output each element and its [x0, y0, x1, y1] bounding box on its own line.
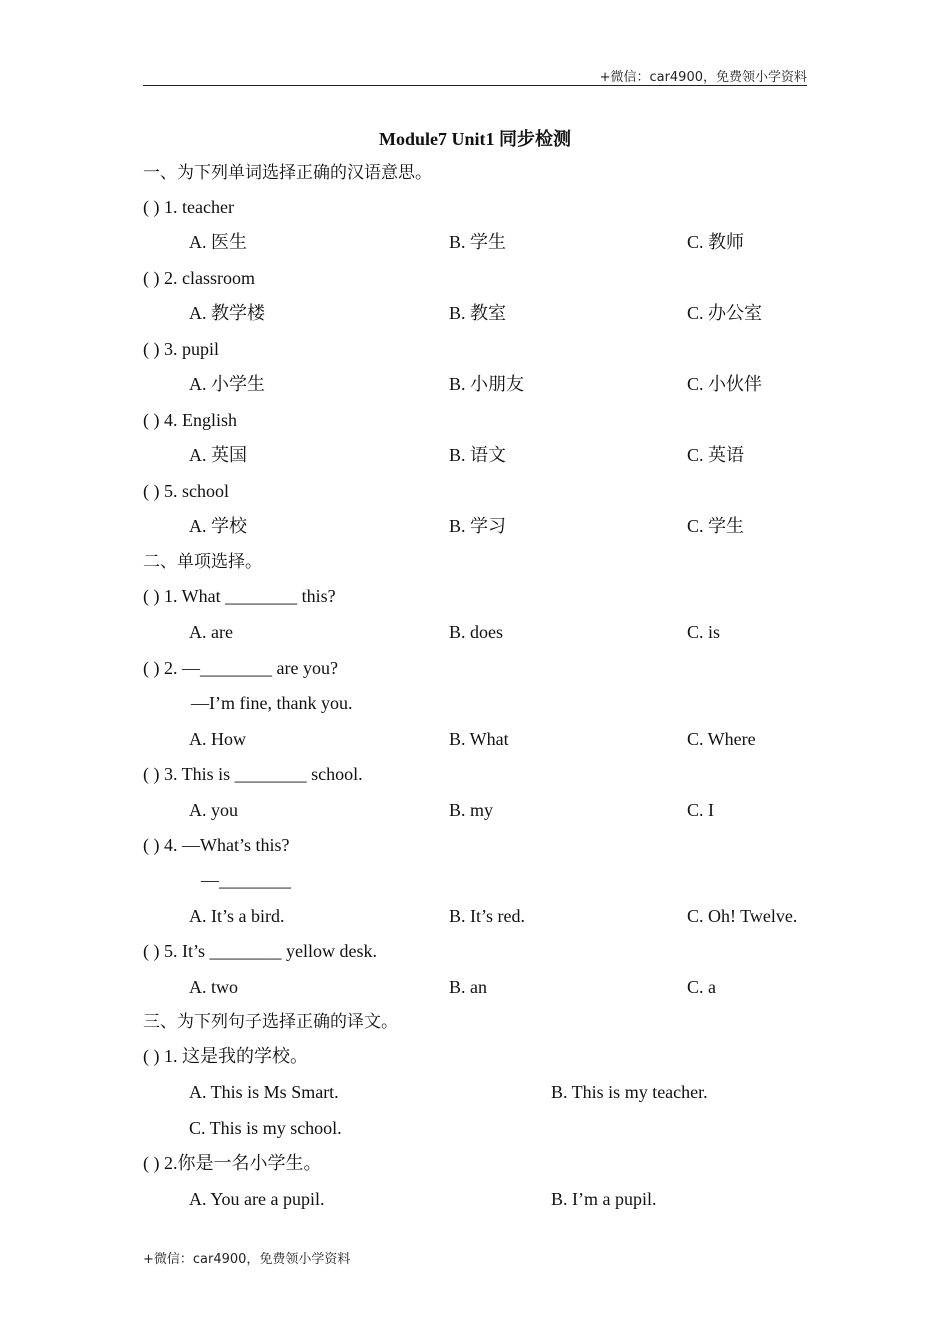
part1-q2-option-a: A. 教学楼 — [189, 303, 265, 323]
part2-q1-stem: ( ) 1. What ________ this? — [143, 586, 336, 606]
part3-q2-stem: ( ) 2.你是一名小学生。 — [143, 1153, 322, 1173]
page-title: Module7 Unit1 同步检测 — [378, 129, 571, 149]
part1-q4-option-b: B. 语文 — [449, 445, 507, 465]
part2-q1-option-c: C. is — [687, 622, 721, 642]
part2-q2-option-c: C. Where — [687, 729, 756, 749]
part2-q5-stem: ( ) 5. It’s ________ yellow desk. — [143, 941, 377, 961]
part3-q1-option-c: C. This is my school. — [189, 1118, 342, 1138]
part1-q2-option-b: B. 教室 — [449, 303, 507, 323]
part2-q4-option-b: B. It’s red. — [449, 906, 525, 926]
part1-q4-option-a: A. 英国 — [189, 445, 247, 465]
header-text: +微信：car4900，免费领小学资料 — [599, 70, 807, 85]
part1-q4-option-c: C. 英语 — [687, 445, 745, 465]
part2-q4-option-c: C. Oh! Twelve. — [687, 906, 798, 926]
part1-q3-option-a: A. 小学生 — [189, 374, 265, 394]
part1-q1-option-c: C. 教师 — [687, 232, 745, 252]
part3-q2-option-a: A. You are a pupil. — [189, 1189, 325, 1209]
part2-q1-option-b: B. does — [449, 622, 503, 642]
part1-q3-option-c: C. 小伙伴 — [687, 374, 763, 394]
part1-q5-option-b: B. 学习 — [449, 516, 507, 536]
part1-q2-stem: ( ) 2. classroom — [143, 268, 255, 288]
part2-q2-option-a: A. How — [189, 729, 246, 749]
part3-heading: 三、为下列句子选择正确的译文。 — [143, 1012, 398, 1032]
part2-q5-option-b: B. an — [449, 977, 487, 997]
part2-q5-option-a: A. two — [189, 977, 238, 997]
part2-q2-stem: ( ) 2. —________ are you? — [143, 658, 338, 678]
part2-q2-reply: —I’m fine, thank you. — [191, 693, 353, 713]
part2-q4-stem: ( ) 4. —What’s this? — [143, 835, 290, 855]
part1-q3-stem: ( ) 3. pupil — [143, 339, 219, 359]
part3-q1-option-b: B. This is my teacher. — [551, 1082, 708, 1102]
part2-q2-option-b: B. What — [449, 729, 509, 749]
part1-q1-stem: ( ) 1. teacher — [143, 197, 234, 217]
part2-heading: 二、单项选择。 — [143, 552, 262, 572]
part2-q5-option-c: C. a — [687, 977, 716, 997]
part1-q3-option-b: B. 小朋友 — [449, 374, 525, 394]
part2-q3-stem: ( ) 3. This is ________ school. — [143, 764, 363, 784]
part1-q1-option-b: B. 学生 — [449, 232, 507, 252]
part2-q3-option-b: B. my — [449, 800, 494, 820]
part3-q1-stem: ( ) 1. 这是我的学校。 — [143, 1046, 308, 1066]
part2-q4-reply: —________ — [201, 870, 291, 890]
part2-q4-option-a: A. It’s a bird. — [189, 906, 285, 926]
part1-q5-option-a: A. 学校 — [189, 516, 247, 536]
part2-q3-option-c: C. I — [687, 800, 714, 820]
footer-text: +微信：car4900，免费领小学资料 — [143, 1252, 351, 1267]
part3-q2-option-b: B. I’m a pupil. — [551, 1189, 657, 1209]
header-rule — [143, 85, 807, 86]
part1-heading: 一、为下列单词选择正确的汉语意思。 — [143, 163, 432, 183]
part1-q5-stem: ( ) 5. school — [143, 481, 229, 501]
part2-q1-option-a: A. are — [189, 622, 233, 642]
part1-q4-stem: ( ) 4. English — [143, 410, 237, 430]
part1-q1-option-a: A. 医生 — [189, 232, 247, 252]
part3-q1-option-a: A. This is Ms Smart. — [189, 1082, 339, 1102]
part1-q2-option-c: C. 办公室 — [687, 303, 763, 323]
part2-q3-option-a: A. you — [189, 800, 238, 820]
part1-q5-option-c: C. 学生 — [687, 516, 745, 536]
